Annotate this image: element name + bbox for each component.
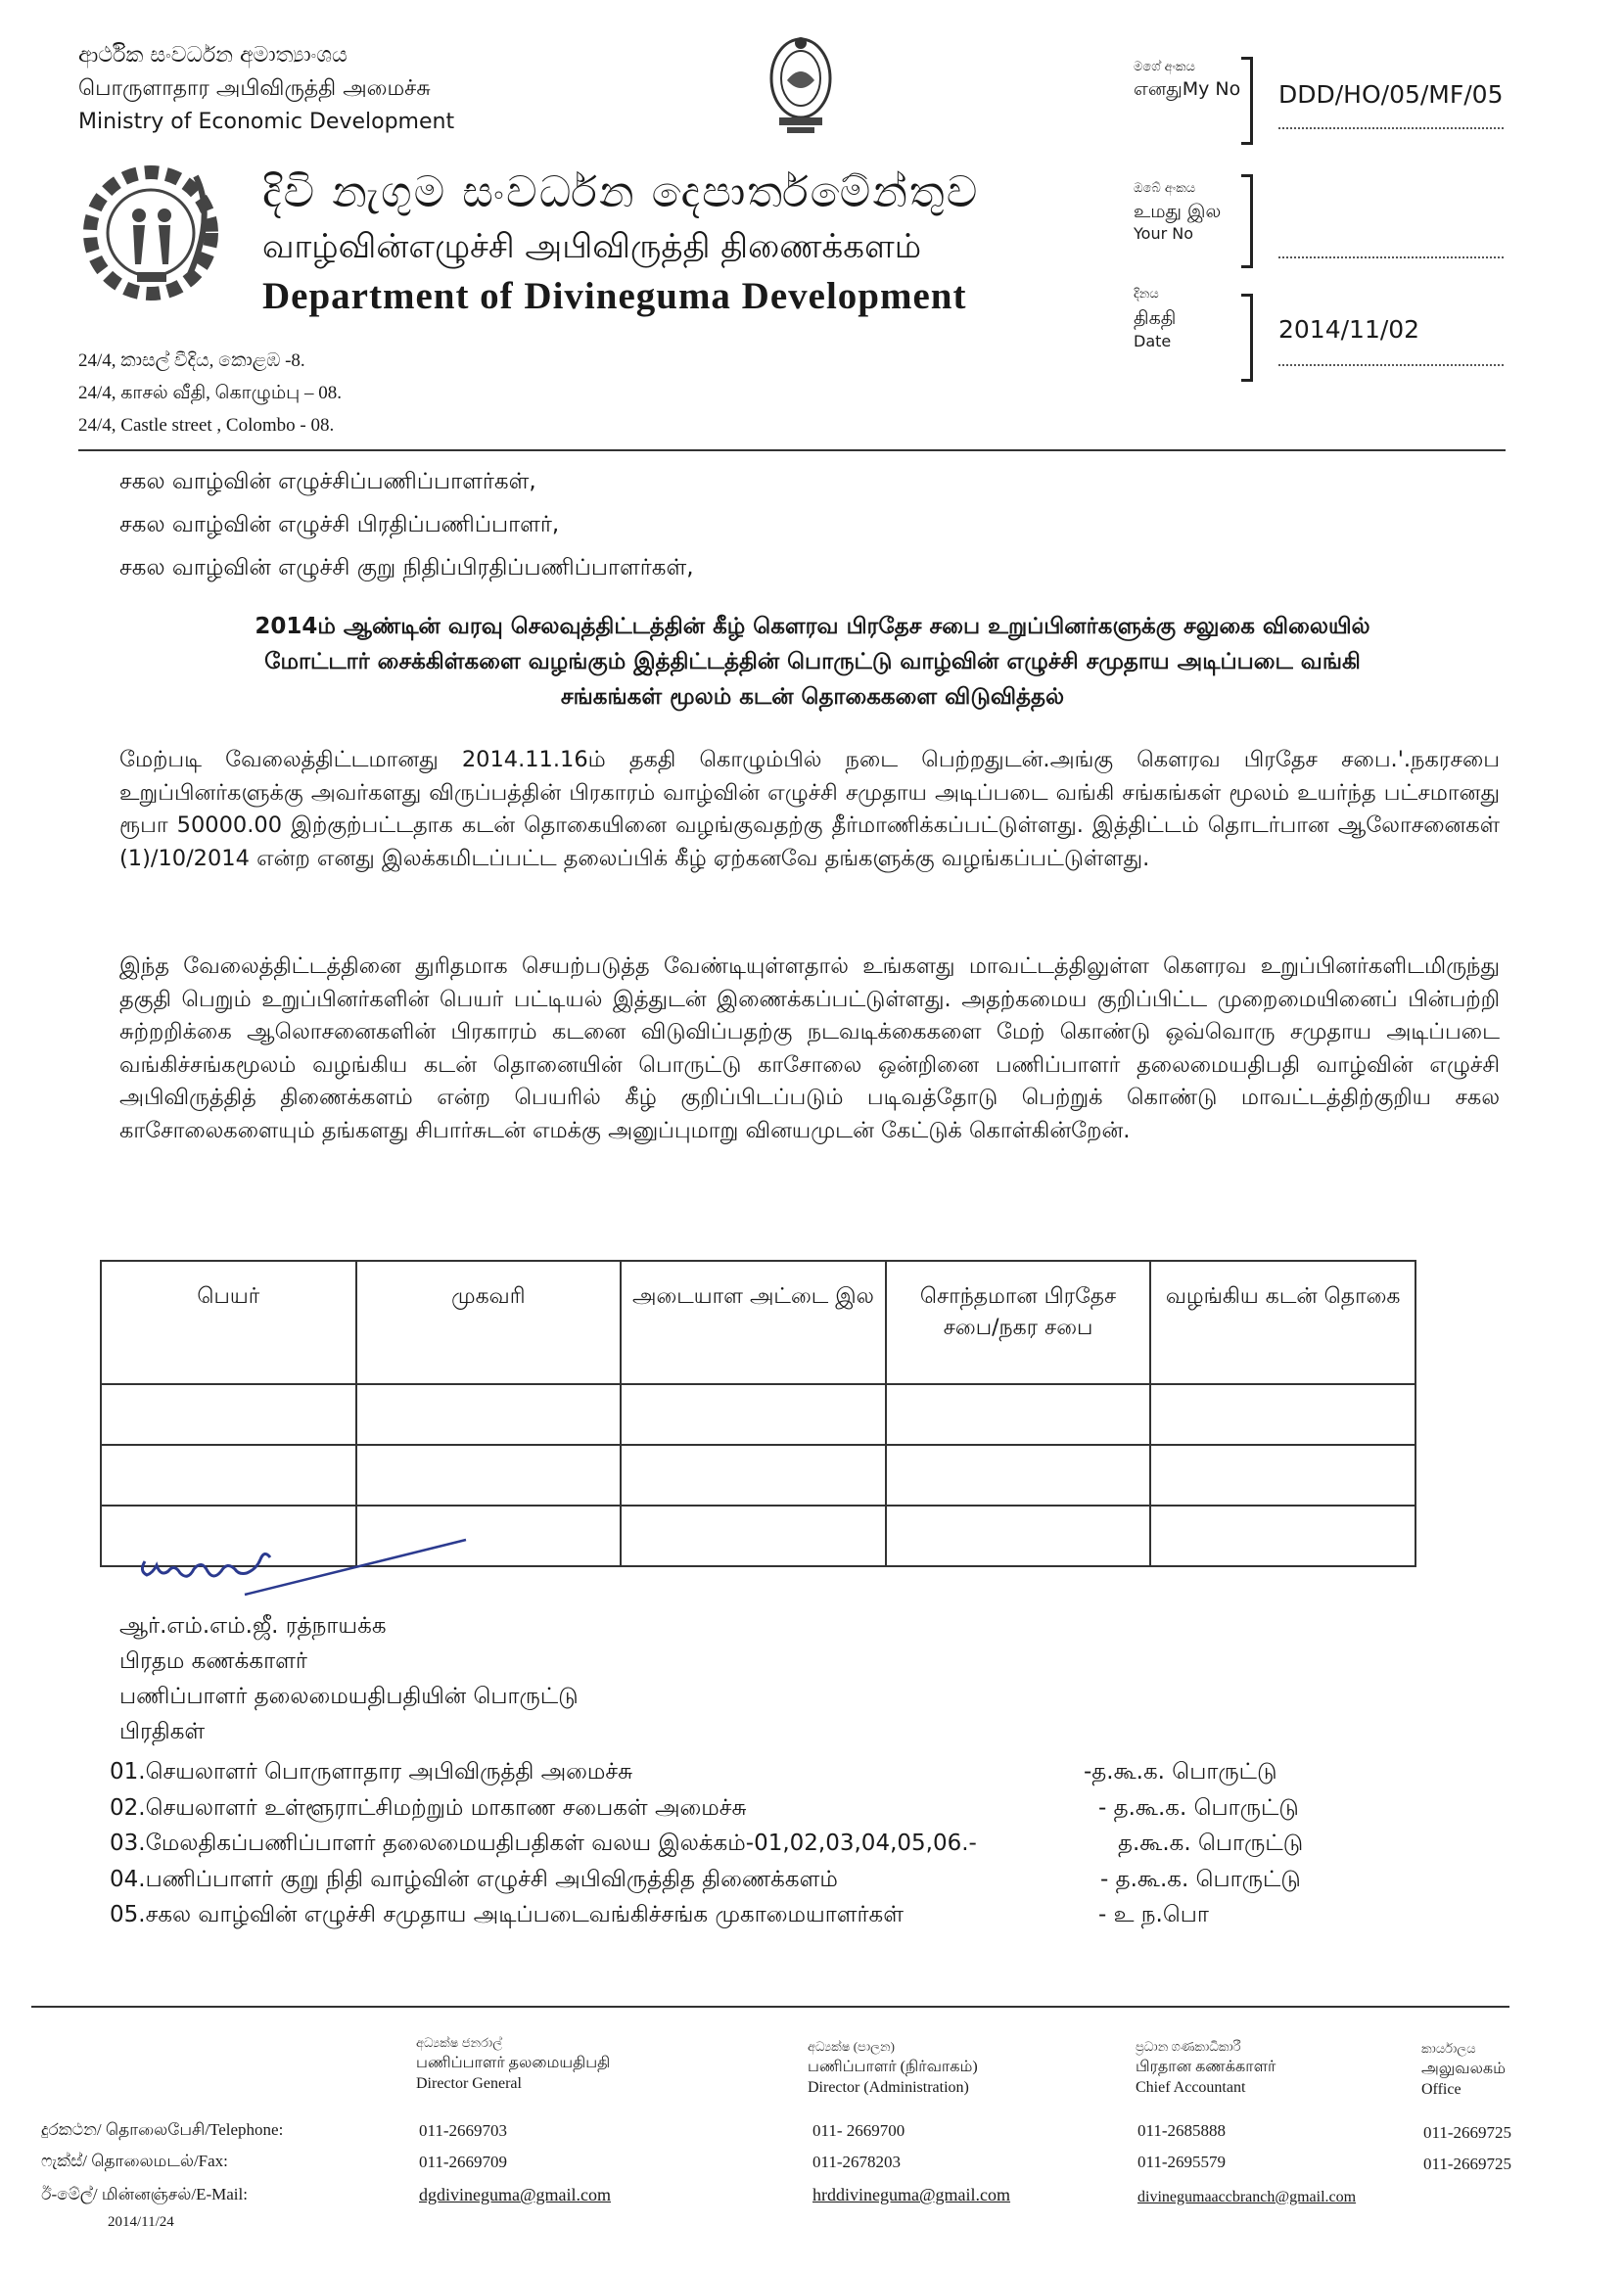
footer-col-en: Director (Administration) <box>808 2079 969 2096</box>
signer-title: பிரதம கணக்காளர் <box>119 1648 307 1674</box>
divineguma-logo-icon <box>80 157 227 303</box>
table-row <box>101 1384 1415 1445</box>
copy-note: - த.கூ.க. பொருட்டு <box>1100 1866 1301 1892</box>
admin-fax: 011-2678203 <box>812 2153 902 2171</box>
my-no-bracket <box>1241 57 1253 145</box>
admin-email-link[interactable]: hrddivineguma@gmail.com <box>812 2185 1011 2204</box>
fax-label: ෆැක්ස්/ தொலைமடல்/Fax: <box>41 2152 228 2170</box>
subject-line-3: சங்கங்கள் மூலம் கடன் தொகைகளை விடுவித்தல் <box>560 684 1065 710</box>
address-en: 24/4, Castle street , Colombo - 08. <box>78 415 335 436</box>
table-cell <box>886 1384 1151 1445</box>
signer-block <box>119 1608 579 1749</box>
dg-telephone: 011-2669703 <box>419 2121 508 2140</box>
signer-name: ஆர்.எம்.எம்.ஜீ. ரத்நாயக்க <box>119 1613 387 1639</box>
my-no-label-text: எனதுMy No <box>1134 78 1241 100</box>
date-label-en: Date <box>1134 332 1172 350</box>
my-no-label <box>1134 59 1240 102</box>
accountant-email-link[interactable]: divinegumaaccbranch@gmail.com <box>1137 2189 1357 2205</box>
table-cell <box>621 1445 886 1506</box>
your-no-label <box>1134 180 1221 243</box>
your-no-label-ta: உமது இல <box>1134 201 1222 222</box>
table-cell <box>886 1445 1151 1506</box>
copy-recipient: 03.மேலதிகப்பணிப்பாளர் தலைமையதிபதிகள் வலய இலக்கம்-01,02,03,04,05,06.- <box>110 1831 977 1856</box>
table-cell <box>1150 1506 1415 1566</box>
addressee-2: சகல வாழ்வின் எழுச்சி பிரதிப்பணிப்பாளர், <box>119 512 560 537</box>
footer-col-ta: அலுவலகம் <box>1421 2061 1506 2077</box>
subject-line-2: மோட்டார் சைக்கிள்களை வழங்கும் இத்திட்டத்தின் பொருட்டு வாழ்வின் எழுச்சி சமுதாய அடிப்படை வங்கி <box>264 649 1361 674</box>
copy-recipient: 04.பணிப்பாளர் குறு நிதி வாழ்வின் எழுச்சி அபிவிருத்தித திணைக்களம் <box>110 1866 838 1892</box>
addressees <box>119 460 694 589</box>
admin-telephone: 011- 2669700 <box>812 2121 905 2140</box>
copy-note: - த.கூ.க. பொருட்டு <box>1098 1794 1299 1821</box>
table-cell <box>356 1445 622 1506</box>
accountant-telephone: 011-2685888 <box>1137 2121 1227 2140</box>
body-paragraph-1: மேற்படி வேலைத்திட்டமானது 2014.11.16ம் தகதி கொழும்பில் நடை பெற்றதுடன்.அங்கு கௌரவ பிரதேச சபை.'.நகரசபை உறுப்பினர்களுக்கு அவர்களது விருப்பத்தின் பிரகாரம் வாழ்வின் எழுச்சி சமுதாய அடிப்படை வங்கி சங்கங்கள் மூலம் உயர்ந்த பட்சமானது ரூபா 50000.00 இற்குற்பட்டதாக கடன் தொகையினை வழங்குவதற்கு தீர்மாணிக்கப்பட்டுள்ளது. இத்திட்டம் தொடர்பான ஆலோசனைகள் (1)/10/2014 என்ற எனது இலக்கமிடப்பட்ட தலைப்பிக் கீழ் ஏற்கனவே தங்களுக்கு வழங்கப்பட்டுள்ளது. <box>119 747 1500 871</box>
footer-col-ta: பணிப்பாளர் தலமையதிபதி <box>416 2055 611 2071</box>
date-dotted-line <box>1278 364 1504 366</box>
letter-subject <box>108 609 1517 715</box>
footer-col-office <box>1421 2038 1506 2100</box>
table-cell <box>621 1506 886 1566</box>
my-no-dotted-line <box>1278 127 1504 129</box>
footer-divider <box>31 2006 1509 2008</box>
your-no-dotted-line <box>1278 256 1504 258</box>
department-name-ta: வாழ்வின்எழுச்சி அபிவிருத்தி திணைக்களம் <box>262 227 922 266</box>
copy-note: த.கூ.க. பொருட்டு <box>1118 1831 1304 1856</box>
table-cell <box>886 1506 1151 1566</box>
table-cell <box>101 1384 356 1445</box>
footer-col-ta: பணிப்பாளர் (நிர்வாகம்) <box>808 2059 978 2075</box>
table-cell <box>101 1445 356 1506</box>
accountant-fax: 011-2695579 <box>1137 2153 1227 2171</box>
department-name-si: දිවි නැගුම සංවර්ධන දෙපාර්තමේන්තුව <box>262 167 980 217</box>
table-cell <box>1150 1384 1415 1445</box>
member-list-table <box>100 1260 1416 1567</box>
footer-col-director-admin <box>808 2036 978 2098</box>
your-no-label-si: ඔබේ අංකය <box>1134 181 1196 196</box>
signer-on-behalf: பணிப்பாளர் தலைமையதிபதியின் பொருட்டு <box>119 1684 579 1709</box>
dg-fax: 011-2669709 <box>419 2153 508 2171</box>
footer-col-en: Chief Accountant <box>1136 2079 1246 2096</box>
office-telephone: 011-2669725 <box>1423 2123 1512 2142</box>
dg-email-link[interactable]: dgdivineguma@gmail.com <box>419 2185 612 2204</box>
copy-recipient: 02.செயலாளர் உள்ளூராட்சிமற்றும் மாகாண சபைகள் அமைச்சு <box>110 1794 747 1821</box>
copy-recipient: 05.சகல வாழ்வின் எழுச்சி சமுதாய அடிப்படைவங்கிச்சங்க முகாமையாளர்கள் <box>110 1902 904 1927</box>
date-label <box>1134 286 1176 350</box>
addressee-3: சகல வாழ்வின் எழுச்சி குறு நிதிப்பிரதிப்பணிப்பாளர்கள், <box>119 555 694 580</box>
footer-col-si: අධ්‍යක්ෂ (පාලන) <box>808 2039 895 2054</box>
ministry-name <box>78 39 454 139</box>
copy-recipient: 01.செயலாளர் பொருளாதார அபிவிருத்தி அமைச்சு <box>110 1759 633 1785</box>
stamp-date: 2014/11/24 <box>108 2214 174 2230</box>
date-value: 2014/11/02 <box>1278 315 1420 344</box>
department-name <box>262 164 979 321</box>
office-fax: 011-2669725 <box>1423 2155 1512 2173</box>
footer-col-director-general <box>416 2032 610 2094</box>
ministry-name-en: Ministry of Economic Development <box>78 110 455 134</box>
footer-col-si: කාර්යාලය <box>1421 2041 1476 2056</box>
footer-col-en: Office <box>1421 2081 1462 2098</box>
your-no-label-en: Your No <box>1134 224 1193 243</box>
table-cell <box>621 1384 886 1445</box>
signature-icon <box>137 1532 470 1600</box>
table-cell <box>1150 1445 1415 1506</box>
telephone-label: දුරකථන/ தொலைபேசி/Telephone: <box>41 2120 284 2139</box>
subject-line-1: 2014ம் ஆண்டின் வரவு செலவுத்திட்டத்தின் கீழ் கௌரவ பிரதேச சபை உறுப்பினர்களுக்கு சலுகை விலையில் <box>255 614 1370 639</box>
table-row <box>101 1445 1415 1506</box>
ministry-name-si: ආර්ථික සංවර්ධන අමාත්‍යාංශය <box>78 43 348 68</box>
department-name-en: Department of Divineguma Development <box>262 275 967 317</box>
copy-note: -த.கூ.க. பொருட்டு <box>1084 1759 1277 1785</box>
your-no-bracket <box>1241 174 1253 268</box>
email-label: ඊ-මේල්/ மின்னஞ்சல்/E-Mail: <box>41 2185 248 2203</box>
table-cell <box>356 1384 622 1445</box>
footer-col-chief-accountant <box>1136 2036 1276 2098</box>
header-divider <box>78 449 1506 451</box>
footer-col-si: අධ්‍යක්ෂ ජනරාල් <box>416 2035 503 2050</box>
date-bracket <box>1241 294 1253 382</box>
body-paragraph-2: இந்த வேலைத்திட்டத்தினை துரிதமாக செயற்படுத்த வேண்டியுள்ளதால் உங்களது மாவட்டத்திலுள்ள கௌரவ உறுப்பினர்களிடமிருந்து தகுதி பெறும் உறுப்பினர்களின் பெயர் பட்டியல் இத்துடன் இணைக்கப்பட்டுள்ளது. அதற்கமைய குறிப்பிட்ட முறைமையினைப் பின்பற்றி சுற்றறிக்கை ஆலொசனைகளின் பிரகாரம் கடனை விடுவிப்பதற்கு நடவடிக்கைகளை மேற் கொண்டு ஒவ்வொரு சமுதாய அடிப்படை வங்கிச்சங்கமூலம் வழங்கிய கடன் தொனையின் பொருட்டு காசோலை ஒன்றினை பணிப்பாளர் தலைமையதிபதி வாழ்வின் எழுச்சி அபிவிருத்தித் திணைக்களம் என்ற பெயரில் கீழ் குறிப்பிடப்படும் படிவத்தோடு பெற்றுக் கொண்டு மாவட்டத்திற்குறிய சகல காசோலைகளையும் தங்களது சிபார்சுடன் எமக்கு அனுப்புமாறு வினயமுடன் கேட்டுக் கொள்கின்றேன். <box>119 953 1500 1143</box>
column-header-council: சொந்தமான பிரதேச சபை/நகர சபை <box>886 1261 1151 1384</box>
column-header-loan-amount: வழங்கிய கடன் தொகை <box>1150 1261 1415 1384</box>
address-si: 24/4, කාසල් වීදිය, කොළඹ -8. <box>78 350 305 371</box>
my-no-value: DDD/HO/05/MF/05 <box>1278 80 1504 109</box>
copies-label: பிரதிகள் <box>119 1719 206 1744</box>
column-header-id-number: அடையாள அட்டை இல <box>621 1261 886 1384</box>
copy-note: - உ ந.பொ <box>1098 1902 1209 1927</box>
date-label-ta: திகதி <box>1134 307 1177 329</box>
footer-col-ta: பிரதான கணக்காளர் <box>1136 2059 1276 2075</box>
column-header-address: முகவரி <box>356 1261 622 1384</box>
my-no-label-si: මගේ අංකය <box>1134 60 1195 74</box>
address-ta: 24/4, காசல் வீதி, கொழும்பு – 08. <box>78 383 342 403</box>
footer-col-si: ප්‍රධාන ගණකාධිකාරී <box>1136 2039 1241 2054</box>
department-address <box>78 345 342 441</box>
ministry-name-ta: பொருளாதார அபிவிருத்தி அமைச்சு <box>78 76 431 101</box>
column-header-name: பெயர் <box>101 1261 356 1384</box>
addressee-1: சகல வாழ்வின் எழுச்சிப்பணிப்பாளர்கள், <box>119 469 536 494</box>
national-crest-icon <box>766 31 836 139</box>
table-header-row <box>101 1261 1415 1384</box>
date-label-si: දිනය <box>1134 287 1159 301</box>
footer-col-en: Director General <box>416 2075 522 2092</box>
